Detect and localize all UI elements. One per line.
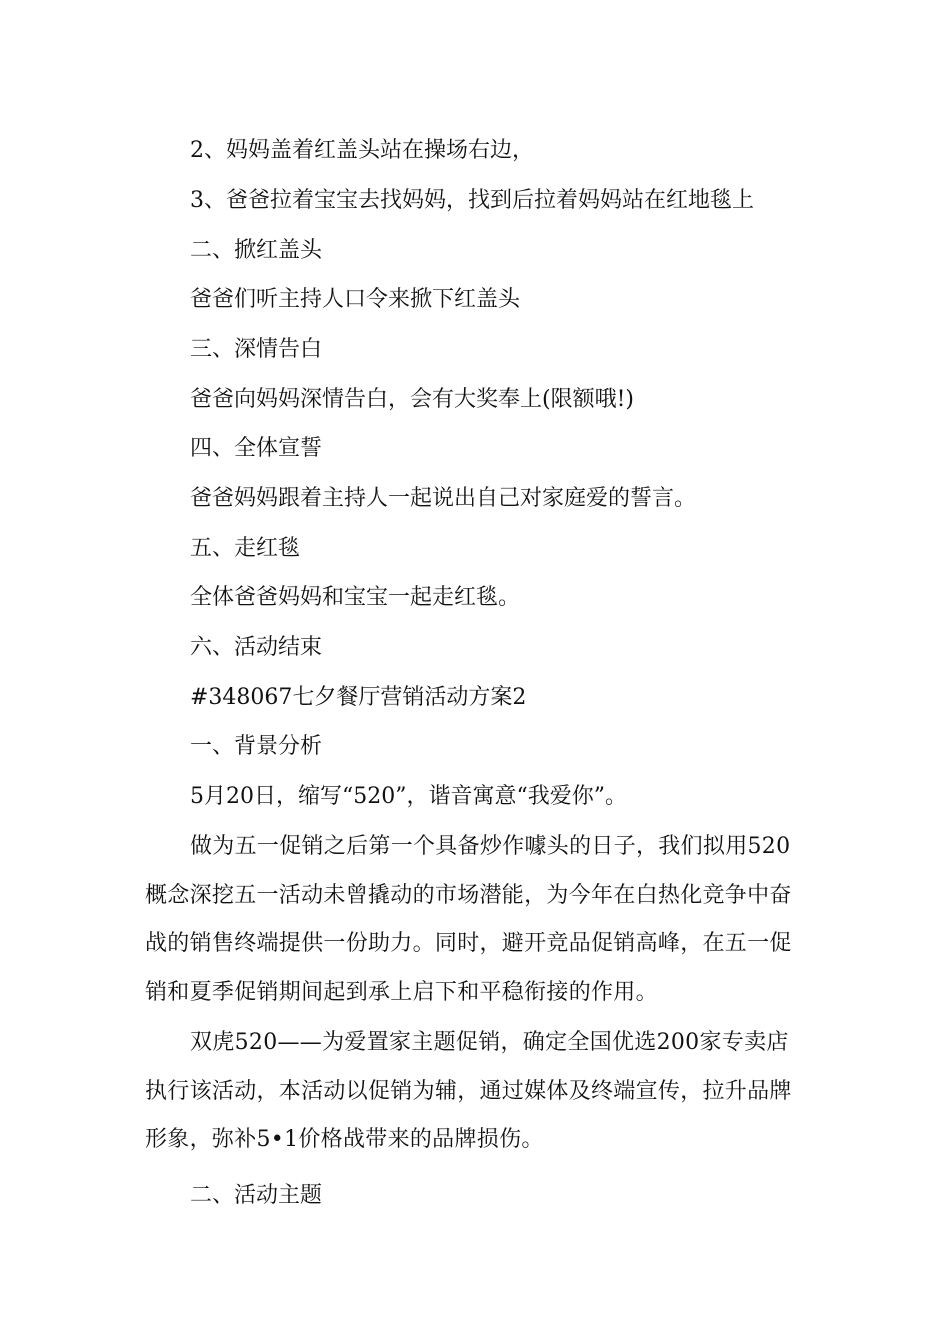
text-line: 全体爸爸妈妈和宝宝一起走红毯。	[190, 585, 521, 610]
body-paragraph: 双虎520——为爱置家主题促销，确定全国优选200家专卖店执行该活动，本活动以促销为辅，通过媒体及终端宣传，拉升品牌形象，弥补5•1价格战带来的品牌损伤。	[145, 1030, 792, 1152]
text-line: 5月20日，缩写“520”，谐音寓意“我爱你”。	[190, 784, 627, 809]
text-line: 爸爸妈妈跟着主持人一起说出自己对家庭爱的誓言。	[190, 486, 697, 511]
body-paragraph: 做为五一促销之后第一个具备炒作噱头的日子，我们拟用520概念深挖五一活动未曾撬动的市场潜能，为今年在白热化竞争中奋战的销售终端提供一份助力。同时，避开竞品促销高峰，在五一促销和夏季促销期间起到承上启下和平稳衔接的作用。	[145, 834, 792, 1005]
text-line: 3、爸爸拉着宝宝去找妈妈，找到后拉着妈妈站在红地毯上	[190, 188, 754, 213]
document-title: #348067七夕餐厅营销活动方案2	[190, 685, 527, 710]
section-heading: 一、背景分析	[190, 734, 323, 759]
text-line: 爸爸们听主持人口令来掀下红盖头	[190, 287, 521, 312]
section-heading: 六、活动结束	[190, 635, 323, 660]
section-heading: 二、掀红盖头	[190, 238, 323, 263]
section-heading: 二、活动主题	[190, 1183, 323, 1208]
text-line: 2、妈妈盖着红盖头站在操场右边，	[190, 138, 534, 163]
text-line: 爸爸向妈妈深情告白，会有大奖奉上(限额哦!)	[190, 387, 635, 412]
section-heading: 四、全体宣誓	[190, 436, 323, 461]
section-heading: 五、走红毯	[190, 536, 301, 561]
section-heading: 三、深情告白	[190, 337, 323, 362]
